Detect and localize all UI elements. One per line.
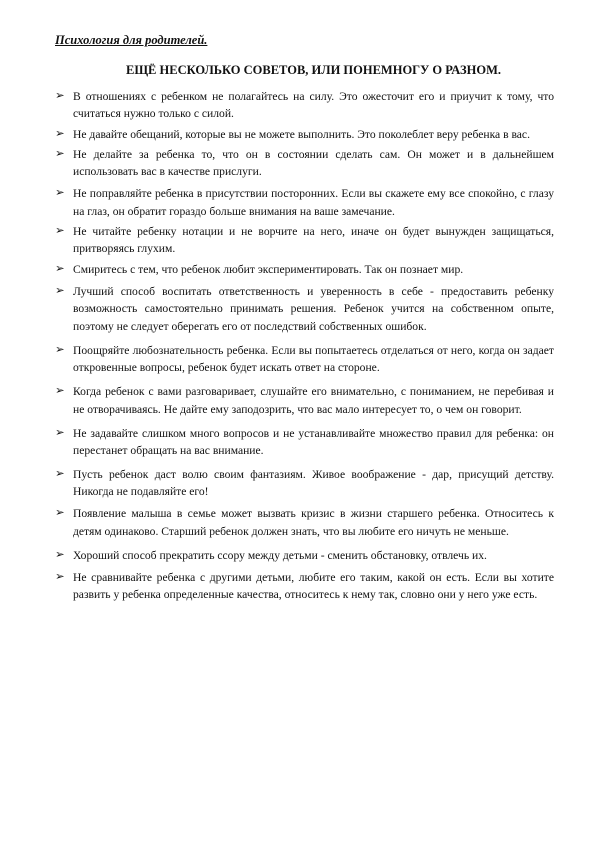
section-label: Психология для родителей.: [55, 33, 208, 47]
arrowhead-bullet-icon: ➢: [55, 343, 65, 356]
list-item: [55, 383, 554, 418]
arrowhead-bullet-icon: ➢: [55, 262, 65, 275]
arrowhead-bullet-icon: ➢: [55, 225, 65, 238]
tip-text: Не задавайте слишком много вопросов и не устанавливайте множество правил для ребенка: он перестанет обращать на вас внимание.: [73, 427, 554, 458]
list-item: [55, 126, 554, 143]
list-item: [55, 569, 554, 604]
arrowhead-bullet-icon: ➢: [55, 284, 65, 297]
arrowhead-bullet-icon: ➢: [55, 427, 65, 440]
list-item: [55, 283, 554, 335]
arrowhead-bullet-icon: ➢: [55, 147, 65, 160]
list-item: [55, 505, 554, 540]
tip-text: В отношениях с ребенком не полагайтесь на силу. Это ожесточит его и приучит к тому, что считаться нужно только с силой.: [73, 90, 554, 121]
list-item: [55, 223, 554, 258]
tip-text: Лучший способ воспитать ответственность и уверенность в себе - предоставить ребенку возможность самостоятельно принимать решения. Ребенок учится на собственном опыте, поэтому не следует оберегать его от последствий собственных ошибок.: [73, 284, 554, 333]
list-item: [55, 261, 554, 278]
tip-text: Появление малыша в семье может вызвать кризис в жизни старшего ребенка. Относитесь к детям одинаково. Старший ребенок должен знать, что вы любите его ничуть не меньше.: [73, 507, 554, 538]
list-item: [55, 88, 554, 123]
list-item: [55, 547, 554, 564]
list-item: [55, 342, 554, 377]
tip-text: Когда ребенок с вами разговаривает, слушайте его внимательно, с пониманием, не перебивая и не отворачиваясь. Не дайте ему заподозрить, что вас мало интересует то, о чем он говорит.: [73, 385, 554, 416]
arrowhead-bullet-icon: ➢: [55, 385, 65, 398]
list-item: [55, 146, 554, 181]
list-item: [55, 185, 554, 220]
tip-text: Не читайте ребенку нотации и не ворчите на него, иначе он будет вынужден защищаться, притворяясь глухим.: [73, 225, 554, 256]
tips-list: [55, 88, 554, 604]
list-item: [55, 466, 554, 501]
tip-text: Смиритесь с тем, что ребенок любит экспериментировать. Так он познает мир.: [73, 262, 464, 276]
arrowhead-bullet-icon: ➢: [55, 187, 65, 200]
arrowhead-bullet-icon: ➢: [55, 571, 65, 584]
tip-text: Поощряйте любознательность ребенка. Если вы попытаетесь отделаться от него, когда он задает откровенные вопросы, ребенок будет искать ответ на стороне.: [73, 343, 554, 375]
tip-text: Хороший способ прекратить ссору между детьми - сменить обстановку, отвлечь их.: [73, 548, 487, 562]
page-title: ЕЩЁ НЕСКОЛЬКО СОВЕТОВ, ИЛИ ПОНЕМНОГУ О РАЗНОМ.: [125, 63, 501, 77]
tip-text: Не поправляйте ребенка в присутствии посторонних. Если вы скажете ему все спокойно, с глазу на глаз, он обратит гораздо больше внимания на ваше замечание.: [73, 187, 554, 218]
list-item: [55, 425, 554, 460]
tip-text: Пусть ребенок даст волю своим фантазиям. Живое воображение - дар, присущий детству. Никогда не подавляйте его!: [73, 467, 554, 498]
tip-text: Не сравнивайте ребенка с другими детьми, любите его таким, какой он есть. Если вы хотите развить у ребенка определенные качества, относитесь к нему так, словно они у него уже есть.: [73, 571, 554, 602]
tip-text: Не делайте за ребенка то, что он в состоянии сделать сам. Он может и в дальнейшем использовать вас в качестве прислуги.: [73, 147, 554, 179]
arrowhead-bullet-icon: ➢: [55, 507, 65, 520]
arrowhead-bullet-icon: ➢: [55, 548, 65, 561]
arrowhead-bullet-icon: ➢: [55, 90, 65, 102]
arrowhead-bullet-icon: ➢: [55, 127, 65, 140]
tip-text: Не давайте обещаний, которые вы не можете выполнить. Это поколеблет веру ребенка в вас.: [73, 127, 530, 141]
arrowhead-bullet-icon: ➢: [55, 467, 65, 480]
